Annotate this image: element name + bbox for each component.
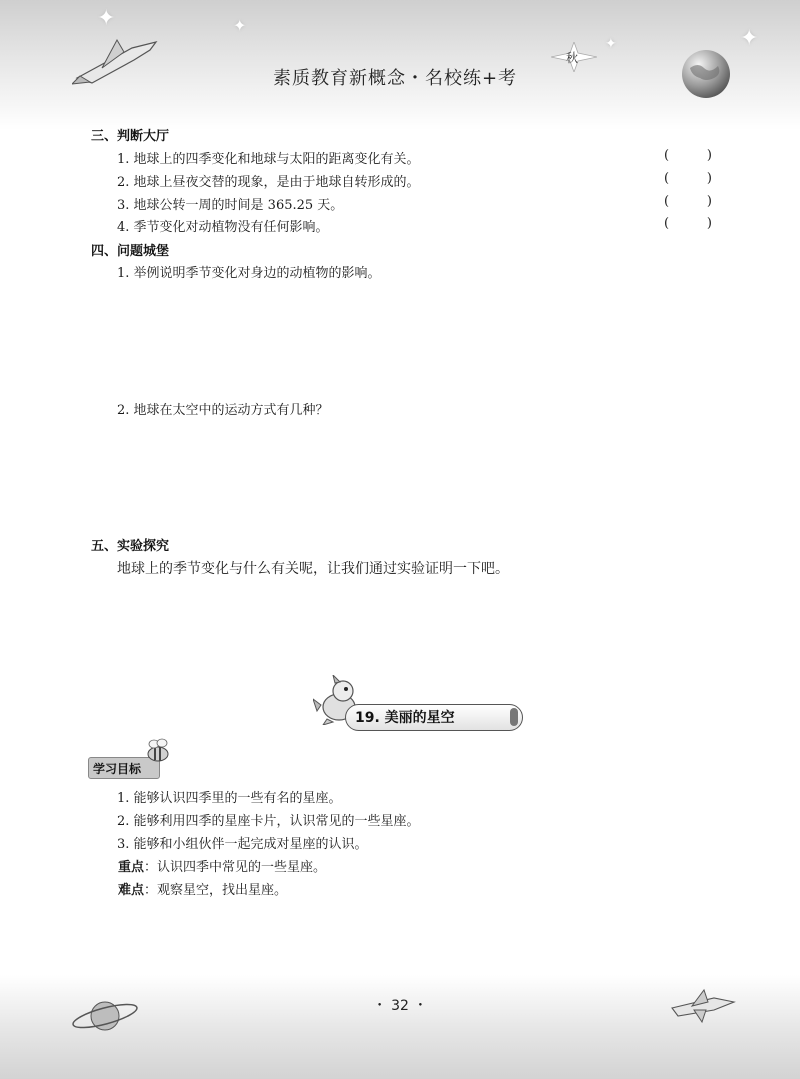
judgment-item: 4. 季节变化对动植物没有任何影响。 bbox=[117, 220, 329, 235]
key-point bbox=[118, 856, 326, 875]
goal-item: 2. 能够利用四季的星座卡片，认识常见的一些星座。 bbox=[117, 814, 420, 829]
learning-goals-label: 学习目标 bbox=[93, 762, 142, 776]
paren-close: ) bbox=[706, 216, 712, 231]
answer-blank[interactable] bbox=[664, 194, 712, 209]
globe-icon bbox=[680, 48, 732, 100]
answer-blank[interactable] bbox=[664, 171, 712, 186]
difficulty-point-label: 难点 bbox=[118, 883, 145, 898]
header-title: 素质教育新概念・名校练+考 bbox=[272, 68, 518, 89]
star-icon: ✦ bbox=[233, 16, 247, 35]
paren-open: ( bbox=[664, 194, 670, 209]
section-title-judgment: 三、判断大厅 bbox=[91, 129, 170, 144]
section-title-experiment: 五、实验探究 bbox=[91, 539, 170, 554]
key-point-text: ：认识四季中常见的一些星座。 bbox=[144, 860, 327, 875]
answer-blank[interactable] bbox=[664, 148, 712, 163]
bee-icon bbox=[142, 738, 174, 764]
difficulty-point-text: ：观察星空，找出星座。 bbox=[144, 883, 288, 898]
star-icon: ✦ bbox=[97, 6, 116, 31]
experiment-text: 地球上的季节变化与什么有关呢，让我们通过实验证明一下吧。 bbox=[117, 561, 509, 577]
judgment-item: 3. 地球公转一周的时间是 365.25 天。 bbox=[117, 198, 344, 213]
difficulty-point bbox=[118, 879, 287, 898]
paren-close: ) bbox=[706, 171, 712, 186]
goal-item: 1. 能够认识四季里的一些有名的星座。 bbox=[117, 791, 342, 806]
question-item: 1. 举例说明季节变化对身边的动植物的影响。 bbox=[117, 266, 381, 281]
judgment-item: 1. 地球上的四季变化和地球与太阳的距离变化有关。 bbox=[117, 152, 420, 167]
lesson-title: 19. 美丽的星空 bbox=[355, 710, 455, 726]
season-label: 秋 bbox=[566, 51, 579, 65]
answer-blank[interactable] bbox=[664, 216, 712, 231]
paren-close: ) bbox=[706, 194, 712, 209]
paren-open: ( bbox=[664, 171, 670, 186]
space-shuttle-icon bbox=[72, 28, 162, 88]
judgment-item: 2. 地球上昼夜交替的现象，是由于地球自转形成的。 bbox=[117, 175, 420, 190]
planet-ring-icon bbox=[70, 995, 140, 1037]
star-icon: ✦ bbox=[605, 36, 617, 52]
key-point-label: 重点 bbox=[118, 860, 145, 875]
paren-open: ( bbox=[664, 216, 670, 231]
space-shuttle-icon bbox=[670, 988, 736, 1024]
section-title-questions: 四、问题城堡 bbox=[91, 244, 170, 259]
page-number: ・ 32 ・ bbox=[372, 998, 428, 1014]
goal-item: 3. 能够和小组伙伴一起完成对星座的认识。 bbox=[117, 837, 368, 852]
paren-open: ( bbox=[664, 148, 670, 163]
star-icon: ✦ bbox=[740, 26, 759, 51]
banner-tab bbox=[510, 708, 518, 726]
question-item: 2. 地球在太空中的运动方式有几种？ bbox=[117, 403, 329, 418]
paren-close: ) bbox=[706, 148, 712, 163]
